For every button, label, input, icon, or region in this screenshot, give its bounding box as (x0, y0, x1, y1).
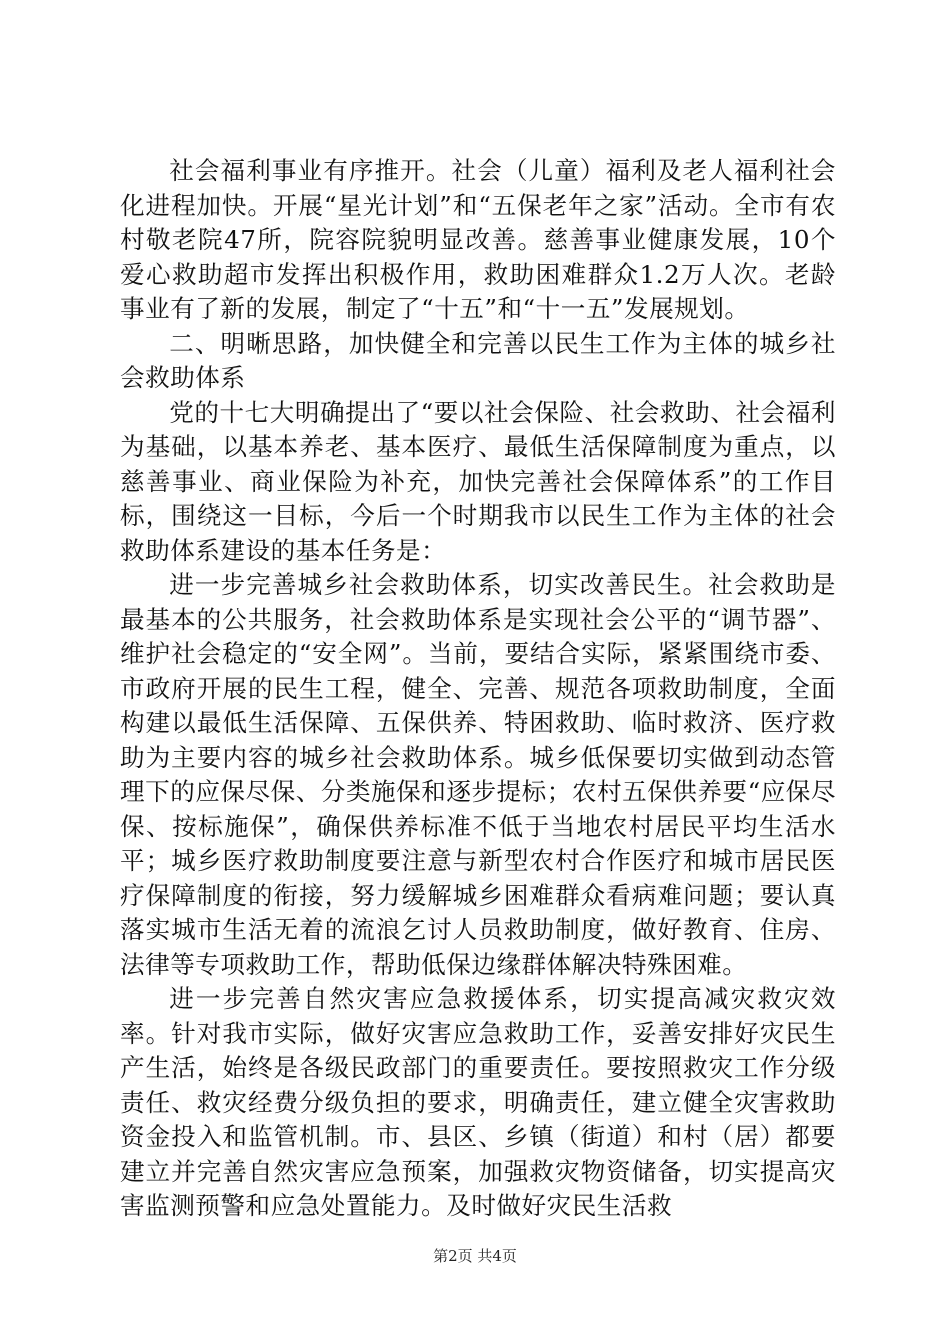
paragraph-social-welfare: 社会福利事业有序推开。社会（儿童）福利及老人福利社会化进程加快。开展“星光计划”和“五保老年之家”活动。全市有农村敬老院47所，院容院貌明显改善。慈善事业健康发展，10个爱心救助超市发挥出积极作用，救助困难群众1.2万人次。老龄事业有了新的发展，制定了“十五”和“十一五”发展规划。 (120, 156, 836, 323)
paragraph-disaster-relief-system: 进一步完善自然灾害应急救援体系，切实提高减灾救灾效率。针对我市实际，做好灾害应急救助工作，妥善安排好灾民生产生活，始终是各级民政部门的重要责任。要按照救灾工作分级责任、救灾经费分级负担的要求，明确责任，建立健全灾害救助资金投入和监管机制。市、县区、乡镇（街道）和村（居）都要建立并完善自然灾害应急预案，加强救灾物资储备，切实提高灾害监测预警和应急处置能力。及时做好灾民生活救 (120, 984, 836, 1220)
document-body (120, 154, 836, 1224)
page-footer: 第2页 共4页 (433, 1247, 517, 1265)
section-heading-2: 二、明晰思路，加快健全和完善以民生工作为主体的城乡社会救助体系 (120, 328, 836, 392)
paragraph-party-congress: 党的十七大明确提出了“要以社会保险、社会救助、社会福利为基础，以基本养老、基本医疗、最低生活保障制度为重点，以慈善事业、商业保险为补充，加快完善社会保障体系”的工作目标，围绕这一目标，今后一个时期我市以民生工作为主体的社会救助体系建设的基本任务是： (120, 397, 836, 565)
paragraph-social-assistance-system: 进一步完善城乡社会救助体系，切实改善民生。社会救助是最基本的公共服务，社会救助体系是实现社会公平的“调节器”、维护社会稳定的“安全网”。当前，要结合实际，紧紧围绕市委、市政府开展的民生工程，健全、完善、规范各项救助制度，全面构建以最低生活保障、五保供养、特困救助、临时救济、医疗救助为主要内容的城乡社会救助体系。城乡低保要切实做到动态管理下的应保尽保、分类施保和逐步提标；农村五保供养要“应保尽保、按标施保”，确保供养标准不低于当地农村居民平均生活水平；城乡医疗救助制度要注意与新型农村合作医疗和城市居民医疗保障制度的衔接，努力缓解城乡困难群众看病难问题；要认真落实城市生活无着的流浪乞讨人员救助制度，做好教育、住房、法律等专项救助工作，帮助低保边缘群体解决特殊困难。 (120, 570, 836, 979)
